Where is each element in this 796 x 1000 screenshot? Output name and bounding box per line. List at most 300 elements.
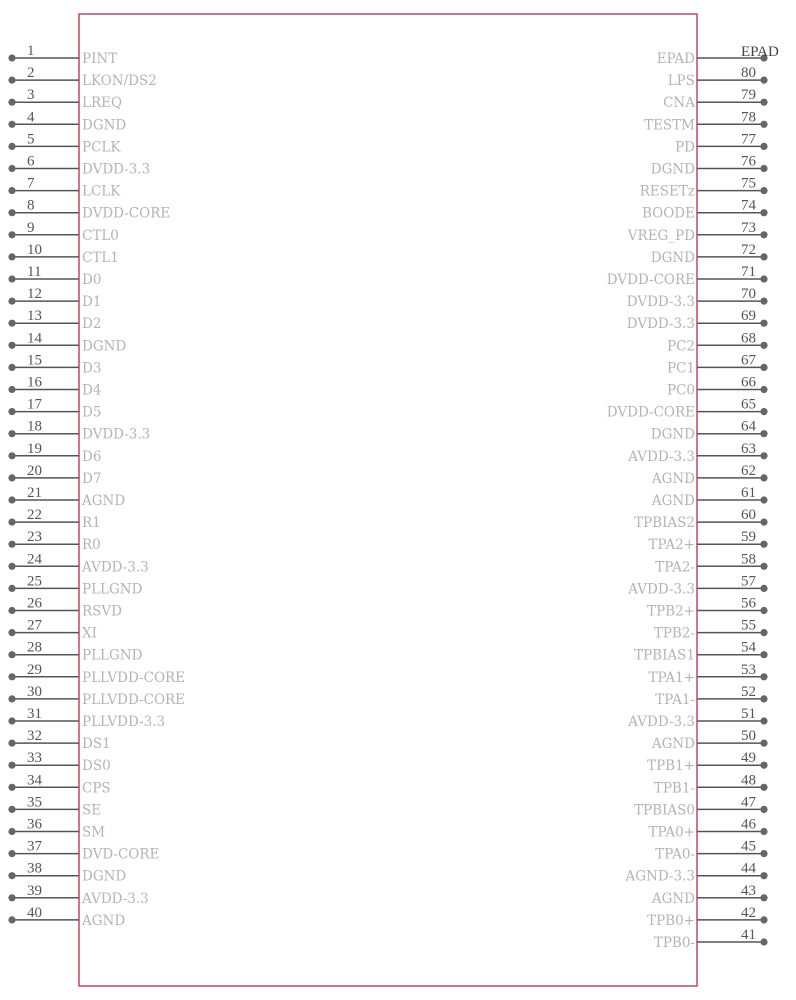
pin-terminal-dot [8, 386, 15, 393]
pin-name: DVDD-CORE [606, 404, 695, 421]
pin-number: 75 [741, 175, 756, 192]
pin [644, 109, 768, 133]
pin-terminal-dot [8, 474, 15, 481]
pin [649, 817, 768, 841]
pin-name: D4 [82, 382, 102, 399]
pin-number: 11 [27, 264, 42, 280]
pin-number: 73 [741, 219, 756, 236]
pin-name: AVDD-3.3 [82, 559, 149, 576]
pin-terminal-dot [8, 784, 15, 791]
pin-terminal-dot [8, 77, 15, 84]
pin-number: 46 [741, 816, 756, 833]
pin [8, 441, 101, 465]
pin-name: TPBIAS0 [634, 802, 695, 819]
pin-name: CNA [663, 95, 695, 112]
pin-terminal-dot [8, 563, 15, 570]
pin-name: EPAD [656, 51, 695, 67]
pin-terminal-dot [760, 784, 767, 791]
pin-name: PLLGND [82, 647, 143, 664]
pin [625, 861, 768, 885]
pin-terminal-dot [760, 894, 767, 901]
pin-number: 13 [27, 308, 42, 325]
pin-name: CPS [82, 780, 111, 797]
pin-terminal-dot [8, 740, 15, 747]
pin-number: 43 [741, 882, 756, 899]
pin [8, 728, 110, 752]
pin-name: TESTM [644, 117, 695, 134]
pin-name: DGND [650, 249, 695, 266]
pin-terminal-dot [8, 364, 15, 371]
pin-name: D2 [82, 316, 102, 333]
pin-name: BOODE [642, 205, 695, 222]
pin-number: 2 [27, 65, 35, 82]
pin-number: 78 [741, 109, 756, 126]
pin [8, 485, 125, 509]
pin [8, 596, 122, 620]
pin-name: AGND-3.3 [625, 868, 695, 885]
pin [607, 397, 768, 421]
pin-number: 10 [27, 241, 42, 258]
pin [8, 905, 125, 929]
pin-terminal-dot [760, 386, 767, 393]
pin-terminal-dot [8, 806, 15, 813]
pin-name: LKON/DS2 [82, 73, 157, 90]
pin-terminal-dot [760, 541, 767, 548]
pin [654, 772, 768, 796]
pin-number: 56 [741, 595, 756, 612]
pin-name: TPBIAS1 [634, 647, 695, 664]
pin-name: TPB1- [653, 780, 695, 797]
pin [651, 242, 768, 266]
pin-name: PLLVDD-CORE [82, 669, 186, 686]
pin [649, 529, 768, 553]
pin-name: DGND [650, 161, 695, 178]
pin-terminal-dot [8, 916, 15, 923]
pin-name: D6 [82, 448, 102, 465]
pin-number: 58 [741, 551, 756, 568]
pin-number: 51 [741, 706, 756, 722]
pin-terminal-dot [760, 209, 767, 216]
pin-name: TPA1- [655, 691, 695, 708]
pin-name: AGND [651, 493, 695, 509]
pin [8, 109, 126, 133]
pin [8, 839, 159, 863]
pin-name: R0 [82, 537, 101, 554]
pin [8, 286, 101, 310]
pin-name: DS0 [82, 758, 111, 775]
pin-name: DVDD-CORE [82, 205, 171, 222]
pin-terminal-dot [760, 320, 767, 327]
pin-number: 31 [27, 706, 42, 722]
pin-terminal-dot [760, 629, 767, 636]
pin [8, 65, 156, 89]
pin-terminal-dot [8, 629, 15, 636]
pin-terminal-dot [8, 342, 15, 349]
pin [667, 330, 768, 354]
pin-number: 62 [741, 462, 756, 479]
pin-number: 14 [27, 330, 42, 347]
pin-name: TPA1+ [648, 669, 695, 686]
pin-number: 65 [741, 396, 756, 413]
pin [607, 264, 768, 288]
pin-number: 76 [741, 153, 756, 170]
pin [663, 87, 768, 111]
pin-number: 40 [27, 904, 42, 921]
pin-number: 72 [741, 241, 756, 258]
pin-number: 38 [27, 860, 42, 877]
pin-name: TPA2- [655, 559, 695, 576]
pin-number: 9 [27, 219, 35, 236]
pin-terminal-dot [760, 762, 767, 769]
pin-name: TPB1+ [647, 758, 695, 775]
pin-terminal-dot [8, 99, 15, 106]
pin-terminal-dot [760, 231, 767, 238]
pin-number: 7 [27, 175, 35, 192]
pin-name: D1 [82, 294, 102, 311]
pin [8, 330, 126, 354]
pin-name: DGND [82, 338, 127, 355]
pin-terminal-dot [760, 275, 767, 282]
pin-terminal-dot [760, 673, 767, 680]
pin-terminal-dot [760, 253, 767, 260]
pin-name: AGND [651, 890, 695, 907]
pin [8, 352, 101, 376]
pin-name: DGND [650, 426, 695, 443]
pin-name: PCLK [82, 139, 121, 156]
pin-name: D3 [82, 360, 102, 377]
pin [8, 817, 105, 841]
pin-name: PINT [82, 51, 118, 67]
pin-name: CTL1 [82, 249, 119, 266]
pin-terminal-dot [760, 938, 767, 945]
pin-name: RESETz [639, 183, 695, 200]
pin [8, 529, 100, 553]
pin [651, 883, 768, 907]
pin [8, 507, 100, 531]
pin [651, 485, 768, 509]
pin [655, 684, 767, 708]
pin-number: 1 [27, 43, 35, 59]
pin-terminal-dot [760, 452, 767, 459]
pin [642, 198, 768, 222]
pin-number: 69 [741, 308, 756, 325]
pin-name: TPA0+ [648, 824, 695, 841]
pin [8, 87, 122, 111]
pin-number: 3 [27, 87, 35, 104]
pin-terminal-dot [8, 828, 15, 835]
pin-name: DVD-CORE [82, 846, 160, 863]
pin-number: 44 [741, 860, 756, 877]
pin-terminal-dot [8, 541, 15, 548]
pin-terminal-dot [760, 651, 767, 658]
pin [640, 176, 768, 200]
pin-number: 22 [27, 507, 42, 524]
pin-terminal-dot [760, 298, 767, 305]
pin-terminal-dot [760, 143, 767, 150]
pin-number: 12 [27, 286, 42, 303]
ic-body-outline [79, 14, 697, 986]
pin-name: AVDD-3.3 [82, 890, 149, 907]
pin-name: PLLVDD-CORE [82, 691, 186, 708]
pin [668, 65, 768, 89]
pin-name: AGND [651, 736, 695, 753]
pin-name: AGND [82, 912, 126, 929]
pin [8, 573, 142, 597]
pin [667, 352, 768, 376]
pin-number: 25 [27, 573, 42, 590]
pin-number: 70 [741, 286, 756, 303]
pin-number: 71 [741, 264, 756, 280]
pin-name: TPBIAS2 [634, 515, 695, 532]
pin-name: XI [82, 625, 97, 642]
pin-terminal-dot [760, 695, 767, 702]
pin [649, 662, 768, 686]
pin-number: 48 [741, 772, 756, 789]
pin-terminal-dot [760, 187, 767, 194]
pin-number: 23 [27, 529, 42, 546]
pin-terminal-dot [8, 894, 15, 901]
pin-number: 41 [741, 927, 756, 943]
pin-number: 18 [27, 418, 42, 435]
pin-terminal-dot [8, 607, 15, 614]
pin-number: 15 [27, 352, 42, 369]
pin-name: PLLVDD-3.3 [82, 714, 166, 730]
pin-name: CTL0 [82, 227, 119, 244]
pin [8, 618, 97, 642]
pin-terminal-dot [760, 828, 767, 835]
pin-number: 57 [741, 573, 756, 590]
pin-name: LREQ [82, 95, 123, 112]
pin [675, 131, 768, 155]
pin [655, 551, 767, 575]
pin-name: PC1 [666, 360, 695, 377]
pin-number: 19 [27, 440, 42, 457]
pin-name: AGND [651, 470, 695, 487]
pin-number: 6 [27, 153, 35, 170]
pin-name: SM [82, 824, 106, 841]
left-pin-group [8, 43, 185, 929]
pin-terminal-dot [8, 320, 15, 327]
pin-terminal-dot [760, 77, 767, 84]
pin-terminal-dot [8, 209, 15, 216]
pin-name: PC0 [666, 382, 695, 399]
pin-number: 54 [741, 639, 756, 656]
pin [8, 750, 110, 774]
pin [8, 375, 101, 399]
pin-terminal-dot [8, 54, 15, 61]
pin [651, 463, 768, 487]
pin-terminal-dot [760, 717, 767, 724]
epad-pin-label: EPAD [741, 44, 779, 60]
pin-name: AVDD-3.3 [628, 714, 695, 730]
pin [8, 662, 185, 686]
pin-name: RSVD [82, 603, 122, 620]
pin-terminal-dot [760, 430, 767, 437]
pin-number: 63 [741, 440, 756, 457]
pin-terminal-dot [760, 806, 767, 813]
pin [8, 397, 101, 421]
pin-name: D5 [82, 404, 102, 421]
pin [651, 419, 768, 443]
pin-name: DVDD-3.3 [626, 316, 695, 333]
pin [8, 684, 185, 708]
pin-name: AVDD-3.3 [628, 448, 695, 465]
pin-number: 67 [741, 352, 756, 369]
pin-terminal-dot [8, 872, 15, 879]
pin-number: 66 [741, 374, 756, 391]
pin-terminal-dot [8, 298, 15, 305]
pin-number: 24 [27, 551, 42, 568]
pin-terminal-dot [760, 408, 767, 415]
pin-name: TPB0+ [647, 912, 695, 929]
pin-terminal-dot [8, 585, 15, 592]
pin-number: 28 [27, 639, 42, 656]
pin-terminal-dot [8, 253, 15, 260]
pin-name: R1 [82, 515, 101, 532]
pin-name: DS1 [82, 736, 111, 753]
pin-terminal-dot [8, 651, 15, 658]
pin-terminal-dot [760, 342, 767, 349]
pin-number: 68 [741, 330, 756, 347]
pin-name: TPB2+ [647, 603, 695, 620]
pin-terminal-dot [8, 408, 15, 415]
pin [8, 220, 118, 244]
pin-number: 39 [27, 882, 42, 899]
pin-number: 5 [27, 131, 35, 148]
pin-terminal-dot [760, 585, 767, 592]
pin [654, 927, 768, 951]
pin [634, 640, 768, 664]
pin-name: DVDD-CORE [606, 272, 695, 288]
pin-terminal-dot [8, 121, 15, 128]
pin [655, 839, 767, 863]
pin [8, 198, 170, 222]
pin-terminal-dot [760, 99, 767, 106]
pin-number: 32 [27, 728, 42, 745]
pin [647, 596, 768, 620]
pin [8, 640, 142, 664]
pin-number: 33 [27, 750, 42, 767]
pin-terminal-dot [760, 850, 767, 857]
pin-terminal-dot [8, 695, 15, 702]
pin-number: 60 [741, 507, 756, 524]
pin-number: 47 [741, 794, 756, 811]
pin-terminal-dot [760, 165, 767, 172]
pin [8, 772, 110, 796]
pin [8, 264, 101, 288]
pin-number: 49 [741, 750, 756, 767]
pin [8, 463, 101, 487]
pin-number: 35 [27, 794, 42, 811]
pin-terminal-dot [760, 740, 767, 747]
pin-terminal-dot [8, 275, 15, 282]
pin-number: 61 [741, 485, 756, 501]
pin-number: 4 [27, 109, 35, 126]
pin-terminal-dot [760, 916, 767, 923]
pin [647, 750, 768, 774]
pin-name: DVDD-3.3 [82, 161, 151, 178]
pin-number: 64 [741, 418, 756, 435]
pin-terminal-dot [760, 496, 767, 503]
pin-name: TPB0- [653, 935, 695, 951]
pin-terminal-dot [760, 872, 767, 879]
pin-terminal-dot [8, 165, 15, 172]
pin [8, 242, 118, 266]
pin-number: 20 [27, 462, 42, 479]
pin-number: 34 [27, 772, 42, 789]
pin [8, 794, 101, 818]
pin-number: 8 [27, 197, 35, 214]
pin-number: 37 [27, 838, 42, 855]
pin-name: PD [675, 139, 695, 156]
pin-terminal-dot [760, 364, 767, 371]
pin [8, 861, 126, 885]
pin-name: DVDD-3.3 [626, 294, 695, 311]
pin-name: LCLK [82, 183, 121, 200]
pin-terminal-dot [760, 519, 767, 526]
pin-name: LPS [667, 73, 695, 90]
pin-terminal-dot [8, 519, 15, 526]
pin [8, 308, 101, 332]
pin-name: SE [82, 802, 102, 819]
pin-terminal-dot [8, 187, 15, 194]
pin-number: 17 [27, 396, 42, 413]
pin-number: 74 [741, 197, 756, 214]
pin [654, 618, 768, 642]
pin-terminal-dot [8, 231, 15, 238]
pin-number: 36 [27, 816, 42, 833]
pin-number: 55 [741, 617, 756, 634]
pin-name: TPA2+ [648, 537, 695, 554]
pin-name: VREG_PD [627, 227, 695, 244]
pin-name: DGND [82, 117, 127, 134]
pin-terminal-dot [760, 563, 767, 570]
pin-name: DVDD-3.3 [82, 426, 151, 443]
pin-number: 50 [741, 728, 756, 745]
pin-terminal-dot [8, 430, 15, 437]
pin-name: AVDD-3.3 [628, 581, 695, 598]
pin [651, 154, 768, 178]
pin-terminal-dot [8, 673, 15, 680]
pin-terminal-dot [760, 121, 767, 128]
pin [8, 131, 121, 155]
pin-number: 80 [741, 65, 756, 82]
pin-number: 30 [27, 683, 42, 700]
pin-name: PLLGND [82, 581, 143, 598]
pin [634, 794, 768, 818]
pin-number: 45 [741, 838, 756, 855]
pin-name: PC2 [666, 338, 695, 355]
pin [651, 728, 768, 752]
pin-number: 21 [27, 485, 42, 501]
pin-terminal-dot [8, 850, 15, 857]
pin-number: 53 [741, 661, 756, 678]
pin-number: 59 [741, 529, 756, 546]
pin [8, 706, 165, 730]
pin [634, 507, 768, 531]
pin-number: 29 [27, 661, 42, 678]
pin-terminal-dot [8, 717, 15, 724]
pin-number: 79 [741, 87, 756, 104]
pin-number: 27 [27, 617, 42, 634]
pin-name: DGND [82, 868, 127, 885]
pin-terminal-dot [8, 143, 15, 150]
pin-number: 16 [27, 374, 42, 391]
pin-number: 52 [741, 683, 756, 700]
pin [667, 375, 768, 399]
pin-name: TPB2- [653, 625, 695, 642]
pin-terminal-dot [760, 474, 767, 481]
